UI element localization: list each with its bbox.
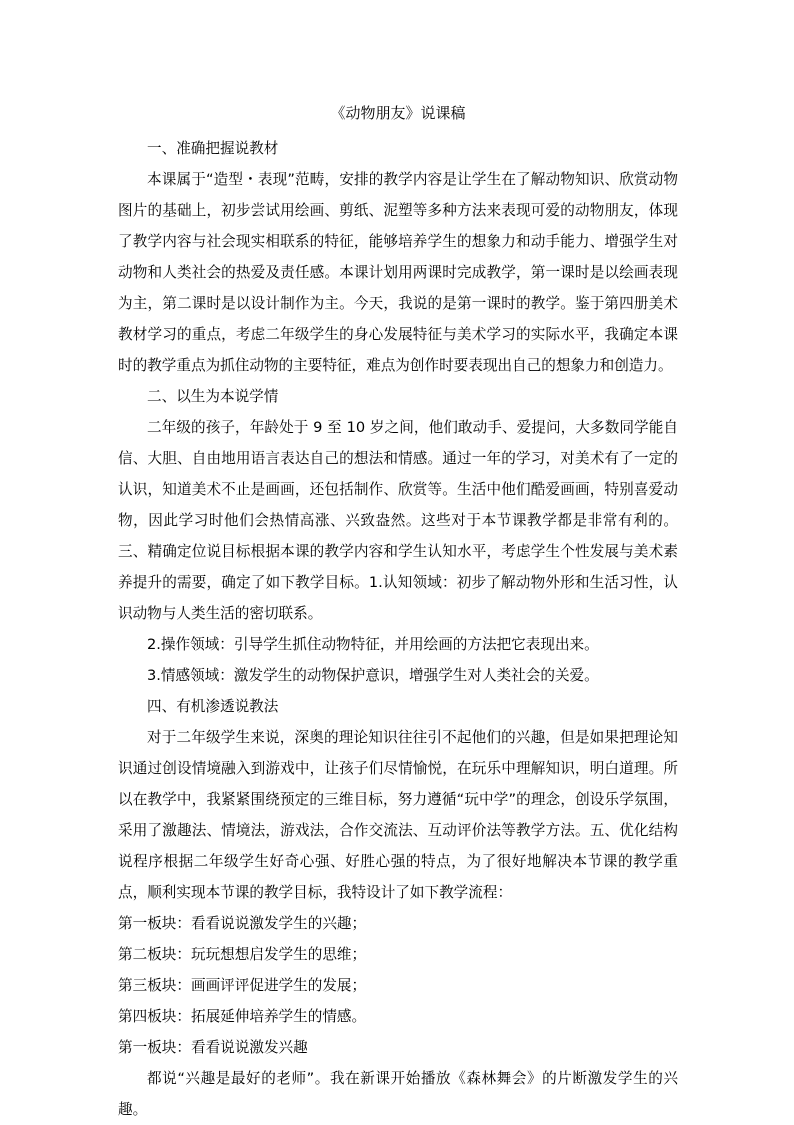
paragraph: 2.操作领域：引导学生抓住动物特征，并用绘画的方法把它表现出来。 xyxy=(147,636,599,653)
paragraph: 二、以生为本说学情 xyxy=(147,388,279,405)
document-body xyxy=(118,133,678,1125)
paragraph: 二年级的孩子，年龄处于 9 至 10 岁之间，他们敢动手、爱提问，大多数同学能自信、大胆、自由地用语言表达自己的想法和情感。通过一年的学习，对美术有了一定的认识，知道美术不止是画画，还包括制作、欣赏等。生活中他们酷爱画画，特别喜爱动物，因此学习时他们会热情高涨、兴致盎然。这些对于本节课教学都是非常有利的。三、精确定位说目标根据本课的教学内容和学生认知水平，考虑学生个性发展与美术素养提升的需要，确定了如下教学目标。1.认知领域：初步了解动物外形和生活习性，认识动物与人类生活的密切联系。 xyxy=(118,419,678,622)
paragraph: 第一板块：看看说说激发兴趣 xyxy=(118,1039,308,1056)
paragraph: 都说“兴趣是最好的老师”。我在新课开始播放《森林舞会》的片断激发学生的兴趣。 xyxy=(118,1070,678,1118)
paragraph: 第二板块：玩玩想想启发学生的思维； xyxy=(118,946,367,963)
paragraph: 对于二年级学生来说，深奥的理论知识往往引不起他们的兴趣，但是如果把理论知识通过创设情境融入到游戏中，让孩子们尽情愉悦，在玩乐中理解知识，明白道理。所以在教学中，我紧紧围绕预定的三维目标，努力遵循“玩中学”的理念，创设乐学氛围，采用了激趣法、情境法，游戏法，合作交流法、互动评价法等教学方法。五、优化结构说程序根据二年级学生好奇心强、好胜心强的特点，为了很好地解决本节课的教学重点，顺利实现本节课的教学目标，我特设计了如下教学流程： xyxy=(118,729,678,901)
paragraph: 第一板块：看看说说激发学生的兴趣； xyxy=(118,915,367,932)
paragraph: 本课属于“造型・表现”范畴，安排的教学内容是让学生在了解动物知识、欣赏动物图片的基础上，初步尝试用绘画、剪纸、泥塑等多种方法来表现可爱的动物朋友，体现了教学内容与社会现实相联系的特征，能够培养学生的想象力和动手能力、增强学生对动物和人类社会的热爱及责任感。本课计划用两课时完成教学，第一课时是以绘画表现为主，第二课时是以设计制作为主。今天，我说的是第一课时的教学。鉴于第四册美术教材学习的重点，考虑二年级学生的身心发展特征与美术学习的实际水平，我确定本课时的教学重点为抓住动物的主要特征，难点为创作时要表现出自己的想象力和创造力。 xyxy=(118,171,678,374)
paragraph: 第三板块：画画评评促进学生的发展； xyxy=(118,977,367,994)
document-title: 《动物朋友》说课稿 xyxy=(330,104,466,122)
paragraph: 一、准确把握说教材 xyxy=(147,140,279,157)
document-page xyxy=(118,103,678,1125)
paragraph: 3.情感领域：激发学生的动物保护意识，增强学生对人类社会的关爱。 xyxy=(147,667,599,684)
paragraph: 第四板块：拓展延伸培养学生的情感。 xyxy=(118,1008,367,1025)
paragraph: 四、有机渗透说教法 xyxy=(147,698,279,715)
